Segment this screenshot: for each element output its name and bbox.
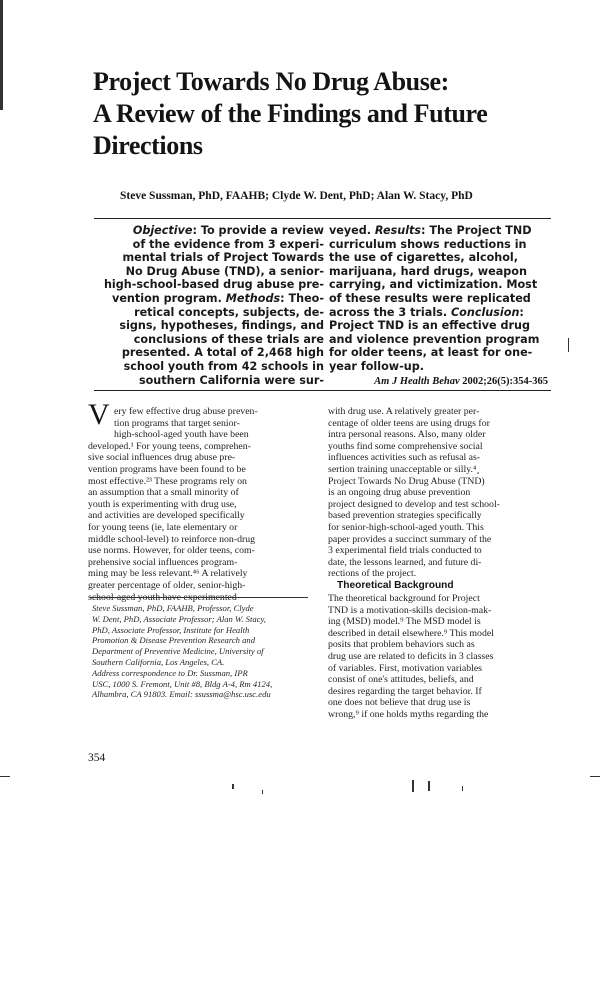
body-line: posits that problem behaviors such as — [328, 639, 475, 651]
body-line: use norms. However, for older teens, com- — [88, 545, 255, 557]
title-line-1: Project Towards No Drug Abuse: — [93, 67, 449, 96]
body-line: centage of older teens are using drugs for — [328, 417, 490, 429]
abstract-line: mental trials of Project Towards — [122, 251, 324, 265]
footnote-line: W. Dent, PhD, Associate Professor; Alan W. Stacy, — [92, 613, 266, 624]
body-line: described in detail elsewhere.⁹ This model — [328, 627, 494, 639]
journal-citation — [332, 376, 548, 387]
body-line: paper provides a succinct summary of the — [328, 533, 492, 545]
title-line-2: A Review of the Findings and Future — [93, 99, 488, 128]
body-line: drug use are related to deficits in 3 classes — [328, 650, 494, 662]
body-line: greater percentage of older, senior-high- — [88, 579, 246, 591]
abstract-left-column — [102, 224, 324, 387]
footnote-line: Alhambra, CA 91803. Email: ssussma@hsc.usc.edu — [92, 689, 271, 700]
body-line: vention programs have been found to be — [88, 463, 246, 475]
body-line: project designed to develop and test school- — [328, 498, 500, 510]
abstract-line: carrying, and victimization. Most — [329, 278, 538, 292]
footnote-line: Steve Sussman, PhD, FAAHB, Professor, Clyde — [92, 603, 254, 613]
body-line: sive social influences drug abuse pre- — [88, 452, 236, 464]
abstract-line: Objective: To provide a review — [132, 224, 324, 237]
theoretical-background-text — [328, 593, 552, 721]
abstract-line: across the 3 trials. Conclusion: — [329, 305, 524, 319]
abstract-line: and violence prevention program — [329, 332, 540, 346]
body-line: consist of one's attitudes, beliefs, and — [328, 674, 474, 686]
body-line: Project Towards No Drug Abuse (TND) — [328, 475, 485, 487]
body-line: desires regarding the target behavior. If — [328, 685, 482, 697]
drop-cap: V — [88, 398, 110, 431]
abstract-bottom-rule — [94, 390, 551, 391]
scan-speck — [462, 786, 463, 791]
abstract-line: high-school-based drug abuse pre- — [103, 278, 324, 292]
body-line: intra personal reasons. Also, many older — [328, 429, 486, 441]
footnote-line: Address correspondence to Dr. Sussman, IPR — [92, 667, 248, 678]
body-line: most effective.²³ These programs rely on — [88, 475, 247, 487]
footnote-line: USC, 1000 S. Fremont, Unit #8, Bldg A-4, Rm 4124, — [92, 678, 273, 689]
body-line: date, the lessons learned, and future di- — [328, 556, 482, 568]
scan-speck — [590, 776, 600, 777]
body-line: high-school-aged youth have been — [114, 429, 249, 441]
body-line: sertion training unacceptable or silly.⁴¸ — [328, 463, 480, 475]
body-line: with drug use. A relatively greater per- — [328, 406, 480, 417]
article-title — [93, 66, 533, 162]
body-line: TND is a motivation-skills decision-mak- — [328, 604, 492, 616]
body-line: tion programs that target senior- — [114, 417, 240, 429]
abstract-line: signs, hypotheses, findings, and — [119, 319, 324, 333]
body-left-column — [88, 406, 312, 603]
scan-speck — [0, 776, 10, 777]
body-line: an assumption that a small minority of — [88, 487, 239, 499]
scan-speck — [262, 790, 263, 794]
abstract-line: conclusions of these trials are — [133, 332, 324, 346]
body-line: prehensive social influences program- — [88, 556, 238, 568]
body-line: based prevention strategies specifically — [328, 510, 482, 522]
body-line: of variables. First, motivation variables — [328, 662, 482, 674]
body-line: for senior-high-school-aged youth. This — [328, 521, 484, 533]
body-line: wrong,⁹ if one holds myths regarding the — [328, 708, 489, 720]
body-line: one does not believe that drug use is — [328, 697, 471, 709]
abstract-top-rule — [94, 218, 551, 219]
body-line: influences activities such as refusal as- — [328, 452, 481, 464]
body-line: ing (MSD) model.⁹ The MSD model is — [328, 616, 481, 628]
scan-speck — [428, 781, 430, 791]
abstract-line: curriculum shows reductions in — [329, 237, 527, 251]
author-line: Steve Sussman, PhD, FAAHB; Clyde W. Dent, PhD; Alan W. Stacy, PhD — [120, 190, 473, 202]
scan-speck — [568, 338, 569, 352]
conclusion-label: Conclusion — [450, 305, 520, 319]
body-line: 3 experimental field trials conducted to — [328, 545, 482, 557]
page-number: 354 — [88, 752, 106, 764]
scan-edge-mark — [0, 0, 3, 110]
abstract-line: of these results were replicated — [329, 291, 531, 305]
body-line: youths find some comprehensive social — [328, 440, 483, 452]
abstract-line: for older teens, at least for one- — [329, 346, 533, 360]
footnote-line: PhD, Associate Professor, Institute for Health — [92, 624, 250, 635]
abstract-line: of the evidence from 3 experi- — [132, 237, 324, 251]
abstract-line: southern California were sur- — [138, 373, 324, 387]
body-line: The theoretical background for Project — [328, 593, 480, 604]
author-footnotes — [92, 603, 312, 700]
abstract-line: school youth from 42 schools in — [123, 359, 324, 373]
citation-journal: Am J Health Behav — [374, 376, 460, 387]
section-heading: Theoretical Background — [337, 580, 454, 591]
objective-label: Objective — [132, 224, 193, 237]
body-line: school-aged youth have experimented — [88, 591, 237, 603]
abstract-line: veyed. Results: The Project TND — [329, 224, 532, 237]
abstract-line: year follow-up. — [329, 359, 424, 373]
results-label: Results — [374, 224, 422, 237]
abstract-line: retical concepts, subjects, de- — [134, 305, 324, 319]
body-line: and activities are developed specifically — [88, 510, 245, 522]
methods-label: Methods — [225, 291, 281, 305]
abstract-line: No Drug Abuse (TND), a senior- — [125, 264, 324, 278]
abstract-line: vention program. Methods: Theo- — [112, 291, 324, 305]
footnote-line: Southern California, Los Angeles, CA. — [92, 656, 225, 667]
body-line: developed.¹ For young teens, comprehen- — [88, 440, 251, 452]
footnote-line: Department of Preventive Medicine, University of — [92, 646, 264, 657]
body-line: is an ongoing drug abuse prevention — [328, 487, 471, 499]
abstract-line: Project TND is an effective drug — [329, 319, 530, 333]
body-line: rections of the project. — [328, 568, 417, 580]
body-right-column — [328, 406, 552, 580]
abstract-line: marijuana, hard drugs, weapon — [329, 264, 527, 278]
body-line: ming may be less relevant.⁴⁶ A relatively — [88, 568, 248, 580]
body-line: for young teens (ie, late elementary or — [88, 521, 238, 533]
footnote-line: Promotion & Disease Prevention Research and — [92, 635, 256, 646]
abstract-right-column — [329, 224, 551, 374]
footnote-rule — [90, 597, 308, 598]
scan-speck — [412, 780, 414, 792]
citation-ref: 2002;26(5):354-365 — [459, 376, 548, 387]
body-line: middle school-level) to reinforce non-drug — [88, 533, 256, 545]
scan-speck — [232, 784, 234, 789]
abstract-line: presented. A total of 2,468 high — [121, 346, 324, 360]
abstract-line: the use of cigarettes, alcohol, — [329, 251, 519, 265]
body-line: ery few effective drug abuse preven- — [114, 406, 258, 417]
body-line: youth is experimenting with drug use, — [88, 498, 237, 510]
title-line-3: Directions — [93, 131, 203, 160]
